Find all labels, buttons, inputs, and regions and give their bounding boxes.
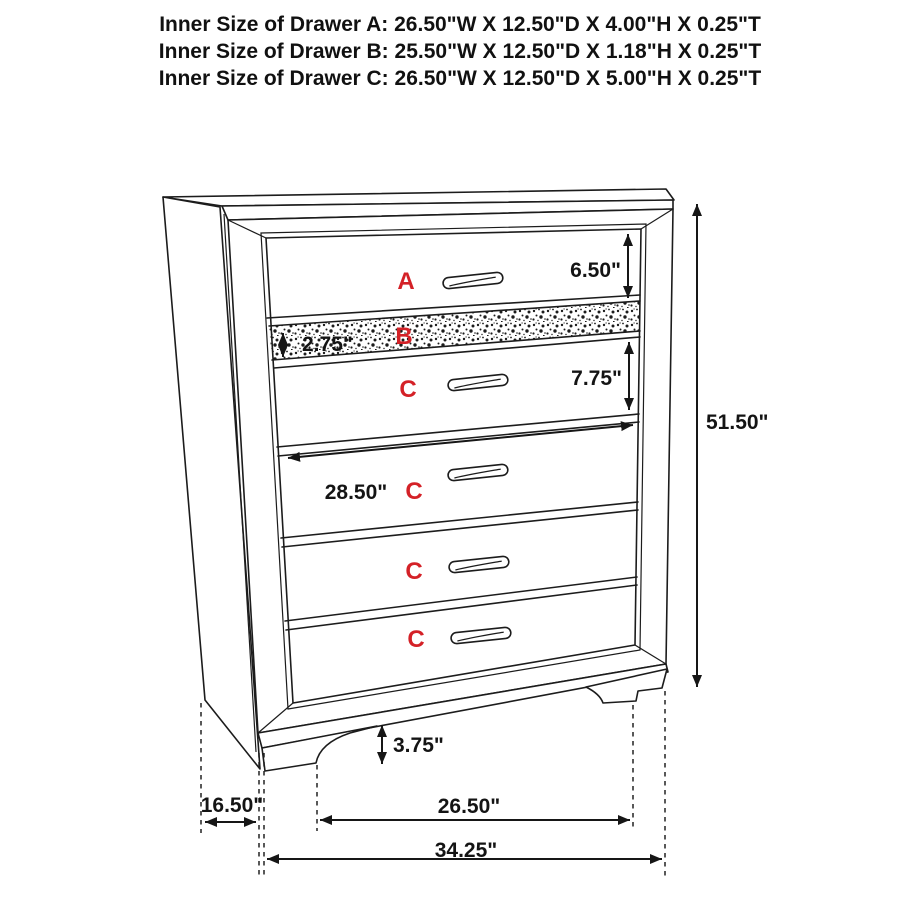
dim-label-side-depth: 16.50": [200, 794, 264, 817]
dim-label-drawer-c-height: 7.75": [571, 367, 622, 390]
drawer-letter-a: A: [397, 268, 415, 295]
dim-label-overall-width: 34.25": [434, 839, 498, 862]
drawer-letter-c3: C: [405, 558, 423, 585]
dim-label-foot-height: 3.75": [393, 734, 444, 757]
dim-label-drawer-a-height: 6.50": [570, 259, 621, 282]
drawer-letter-c4: C: [407, 626, 425, 653]
drawer-opening: [266, 229, 641, 703]
drawer-letter-b: B: [395, 323, 413, 350]
size-note-drawer-c: Inner Size of Drawer C: 26.50"W X 12.50"D X 5.00"H X 0.25"T: [158, 67, 762, 90]
dim-label-drawer-b-height: 2.75": [302, 333, 353, 356]
dim-label-overall-height: 51.50": [706, 411, 769, 434]
dim-label-drawer-face-width: 28.50": [324, 481, 388, 504]
dim-label-feet-span-width: 26.50": [437, 795, 501, 818]
drawer-letter-c2: C: [405, 478, 423, 505]
drawer-letter-c1: C: [399, 376, 417, 403]
size-note-drawer-a: Inner Size of Drawer A: 26.50"W X 12.50"D X 4.00"H X 0.25"T: [159, 13, 761, 36]
size-note-drawer-b: Inner Size of Drawer B: 25.50"W X 12.50"D X 1.18"H X 0.25"T: [158, 40, 762, 63]
